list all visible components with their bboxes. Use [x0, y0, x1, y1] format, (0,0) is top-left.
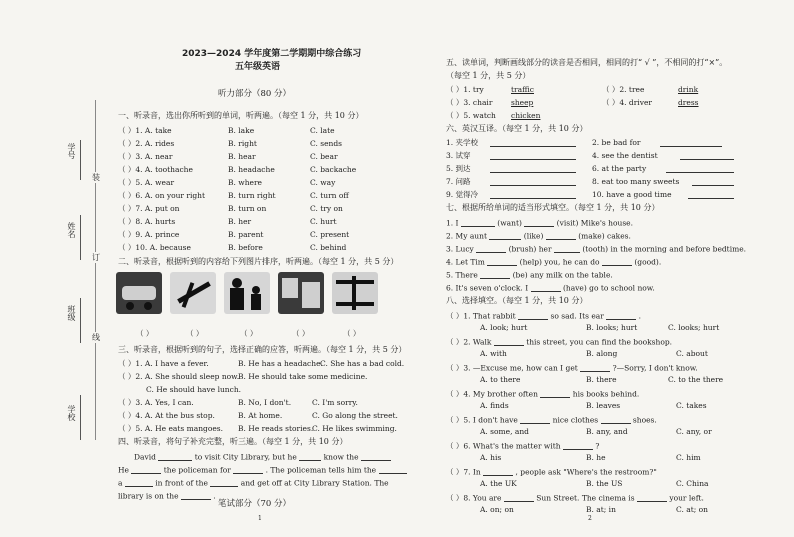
s4-line-1	[134, 452, 391, 461]
s8-text: （ ）5. I don't have	[446, 415, 518, 425]
s7-text: (visit) Mike's house.	[556, 218, 634, 228]
s8-q4-b: B. leaves	[586, 401, 621, 410]
s7-text: 3. Lucy	[446, 244, 474, 254]
s3-q4-a: （ ）4. A. At the bus stop.	[118, 411, 215, 420]
s3-q2-a: （ ）2. A. She should sleep now.	[118, 372, 240, 381]
s1-q1-c: C. late	[310, 126, 335, 135]
listening-title: 听力部分（80 分）	[218, 89, 292, 99]
side-label-banji: 班级	[67, 305, 76, 321]
s3-q2-b: B. He should take some medicine.	[238, 372, 368, 381]
s3-q5-c: C. He likes swimming.	[312, 424, 397, 433]
s4-blank[interactable]	[210, 478, 238, 487]
s8-q7	[446, 467, 657, 476]
s6-blank[interactable]	[680, 151, 734, 160]
section4-title: 四、听录音，将句子补充完整，听三遍。（每空 1 分，共 10 分）	[118, 437, 348, 446]
s4-l4-text: library is on the	[118, 491, 179, 501]
s4-line-2	[118, 465, 407, 474]
s8-q5-a: A. some, and	[480, 427, 529, 436]
s1-q6-b: B. turn right	[228, 191, 276, 200]
s8-blank[interactable]	[520, 415, 550, 424]
s7-text: (want)	[497, 218, 522, 228]
s8-q6-a: A. his	[480, 453, 502, 462]
s5-q4: （ ）4. driver	[602, 98, 652, 107]
section7-title: 七、根据所给单词的适当形式填空。（每空 1 分，共 10 分）	[446, 203, 660, 212]
s4-l4-text: .	[213, 491, 216, 501]
s4-l2-text: the policeman for	[163, 465, 231, 475]
s1-q8-b: B. her	[228, 217, 252, 226]
s8-q3-a: A. to there	[480, 375, 521, 384]
s1-q5-a: （ ）5. A. wear	[118, 178, 175, 187]
s7-text: (help) you, he can do	[519, 257, 600, 267]
s6-left-3: 5. 到达	[446, 164, 471, 173]
picture-5-road-sign	[332, 272, 378, 314]
side-mark-zhuang: 装	[92, 173, 100, 182]
s6-blank[interactable]	[688, 190, 734, 199]
side-underline	[80, 215, 81, 260]
s8-q1-a: A. look; hurt	[480, 323, 528, 332]
s8-q5-c: C. any, or	[676, 427, 712, 436]
s4-blank[interactable]	[158, 452, 192, 461]
s3-q3-c: C. I'm sorry.	[312, 398, 358, 407]
s8-text: （ ）6. What's the matter with	[446, 441, 561, 451]
s6-right-5: 10. have a good time	[592, 190, 672, 199]
s3-q2-c: C. He should have lunch.	[146, 385, 242, 394]
s7-blank[interactable]	[531, 283, 561, 292]
s5-q2: （ ）2. tree	[602, 85, 645, 94]
side-mark-xian: 线	[92, 333, 100, 342]
s1-q3-b: B. hear	[228, 152, 256, 161]
s8-q4-a: A. finds	[480, 401, 509, 410]
s7-line-4	[446, 257, 661, 266]
s8-q3	[446, 363, 698, 372]
binding-line	[95, 100, 96, 440]
exam-title: 2023—2024 学年度第二学期期中综合练习	[182, 49, 362, 59]
s1-q6-a: （ ）6. A. on your right	[118, 191, 206, 200]
s5-q3-word: sheep	[511, 98, 534, 107]
s4-l2-text: He	[118, 465, 129, 475]
s7-text: (tooth) in the morning and before bedtime.	[582, 244, 747, 254]
s7-blank[interactable]	[524, 218, 554, 227]
picture-4-street	[278, 272, 324, 314]
s6-left-5: 9. 觉得冷	[446, 190, 479, 199]
s8-blank[interactable]	[518, 311, 548, 320]
s7-line-6	[446, 283, 655, 292]
s7-line-3	[446, 244, 746, 253]
s7-blank[interactable]	[480, 270, 510, 279]
s7-text: (brush) her	[508, 244, 552, 254]
s8-q1	[446, 311, 641, 320]
s1-q10-c: C. behind	[310, 243, 347, 252]
s1-q7-c: C. try on	[310, 204, 343, 213]
s7-text: (like)	[523, 231, 544, 241]
s1-q7-b: B. turn on	[228, 204, 267, 213]
s7-text: (make) cakes.	[578, 231, 631, 241]
s6-blank[interactable]	[692, 177, 734, 186]
s7-blank[interactable]	[554, 244, 580, 253]
s6-left-4: 7. 问路	[446, 177, 471, 186]
s8-q8-c: C. at; on	[676, 505, 708, 514]
s7-blank[interactable]	[489, 231, 521, 240]
side-underline	[80, 298, 81, 343]
s8-q5-b: B. any, and	[586, 427, 628, 436]
exam-subtitle: 五年级英语	[235, 62, 281, 72]
s5-q4-word: dress	[678, 98, 699, 107]
s5-q5: （ ）5. watch	[446, 111, 496, 120]
s8-text: this street, you can find the bookshop.	[526, 337, 673, 347]
s8-blank[interactable]	[540, 389, 570, 398]
s4-l1-text: know the	[323, 452, 359, 462]
section6-title: 六、英汉互译。（每空 1 分，共 10 分）	[446, 124, 588, 133]
s1-q8-a: （ ）8. A. hurts	[118, 217, 176, 226]
s6-blank[interactable]	[666, 164, 734, 173]
page-number-2: 2	[588, 515, 592, 522]
side-label-xuehao: 学号	[67, 143, 76, 159]
s1-q2-b: B. right	[228, 139, 257, 148]
s1-q8-c: C. hurt	[310, 217, 337, 226]
s4-blank[interactable]	[131, 465, 161, 474]
side-label-xuexiao: 学校	[67, 405, 76, 421]
s5-q1-word: traffic	[511, 85, 534, 94]
s8-q8	[446, 493, 704, 502]
side-underline	[80, 395, 81, 440]
s1-q4-b: B. headache	[228, 165, 275, 174]
s7-blank[interactable]	[476, 244, 506, 253]
side-mark-ding: 订	[92, 253, 100, 262]
s7-line-2	[446, 231, 631, 240]
s7-text: (good).	[634, 257, 662, 267]
s8-q2-c: C. about	[676, 349, 708, 358]
s8-text: （ ）8. You are	[446, 493, 502, 503]
section3-title: 三、听录音，根据听到的句子，选择正确的应答，听两遍。（每空 1 分，共 5 分）	[118, 345, 407, 354]
s8-q6-c: C. him	[676, 453, 701, 462]
s8-q4-c: C. takes	[676, 401, 707, 410]
s7-text: 4. Let Tim	[446, 257, 485, 267]
s8-text: ?—Sorry, I don't know.	[612, 363, 698, 373]
s8-q2-b: B. along	[586, 349, 618, 358]
s3-q4-c: C. Go along the street.	[312, 411, 398, 420]
s6-blank[interactable]	[490, 138, 576, 147]
s6-blank[interactable]	[490, 190, 576, 199]
s6-left-2: 3. 试穿	[446, 151, 471, 160]
s7-line-1	[446, 218, 633, 227]
s1-q5-b: B. where	[228, 178, 262, 187]
s8-blank[interactable]	[606, 311, 636, 320]
s6-blank[interactable]	[490, 151, 576, 160]
s7-blank[interactable]	[602, 257, 632, 266]
s1-q3-c: C. bear	[310, 152, 338, 161]
s3-q1-b: B. He has a headache.	[238, 359, 323, 368]
s1-q9-a: （ ）9. A. prince	[118, 230, 180, 239]
s8-q3-b: B. there	[586, 375, 617, 384]
picture-2-plane	[170, 272, 216, 314]
s2-bracket-5: （ ）	[343, 329, 361, 338]
section5-title: 五、读单词，判断画线部分的读音是否相同，相同的打“ √ ”，不相同的打“×”。	[446, 58, 728, 67]
s1-q2-c: C. sends	[310, 139, 343, 148]
s7-text: 6. It's seven o'clock. I	[446, 283, 529, 293]
s1-q7-a: （ ）7. A. put on	[118, 204, 180, 213]
s8-q6-b: B. he	[586, 453, 606, 462]
s4-l1-text: David	[134, 452, 156, 462]
s8-text: .	[638, 311, 641, 321]
s8-text: （ ）1. That rabbit	[446, 311, 516, 321]
s8-q7-b: B. the US	[586, 479, 623, 488]
s4-l3-text: a	[118, 478, 123, 488]
s8-text: his books behind.	[572, 389, 640, 399]
s1-q9-c: C. present	[310, 230, 350, 239]
s3-q1-a: （ ）1. A. I have a fever.	[118, 359, 209, 368]
s3-q4-b: B. At home.	[238, 411, 283, 420]
s6-blank[interactable]	[490, 177, 576, 186]
s4-blank[interactable]	[361, 452, 391, 461]
page-number-1: 1	[258, 515, 262, 522]
s4-blank[interactable]	[299, 452, 321, 461]
s7-text: 5. There	[446, 270, 478, 280]
s7-blank[interactable]	[546, 231, 576, 240]
s4-l3-text: in front of the	[155, 478, 208, 488]
s8-text: （ ）2. Walk	[446, 337, 492, 347]
side-label-xingming: 姓名	[67, 222, 76, 238]
s1-q9-b: B. parent	[228, 230, 264, 239]
s8-text: , people ask "Where's the restroom?"	[515, 467, 657, 477]
s5-q3: （ ）3. chair	[446, 98, 493, 107]
s4-blank[interactable]	[125, 478, 153, 487]
s4-blank[interactable]	[379, 465, 407, 474]
s8-q5	[446, 415, 657, 424]
section2-title: 二、听录音，根据听到的内容给下列图片排序，听两遍。（每空 1 分，共 5 分）	[118, 257, 399, 266]
s3-q5-a: （ ）5. A. He eats mangoes.	[118, 424, 224, 433]
s2-bracket-3: （ ）	[240, 329, 258, 338]
s6-right-3: 6. at the party	[592, 164, 647, 173]
s3-q3-b: B. No, I don't.	[238, 398, 292, 407]
s3-q5-b: B. He reads stories.	[238, 424, 314, 433]
s8-q7-a: A. the UK	[480, 479, 517, 488]
s8-text: so sad. Its ear	[550, 311, 604, 321]
s8-text: （ ）7. In	[446, 467, 481, 477]
s8-text: （ ）4. My brother often	[446, 389, 538, 399]
s8-blank[interactable]	[504, 493, 534, 502]
picture-1-car	[116, 272, 162, 314]
s8-blank[interactable]	[483, 467, 513, 476]
s3-q3-a: （ ）3. A. Yes, I can.	[118, 398, 194, 407]
s1-q1-b: B. lake	[228, 126, 255, 135]
s8-blank[interactable]	[601, 415, 631, 424]
s4-blank[interactable]	[233, 465, 263, 474]
s3-q1-c: C. She has a bad cold.	[320, 359, 405, 368]
s8-text: nice clothes	[552, 415, 599, 425]
s1-q2-a: （ ）2. A. rides	[118, 139, 175, 148]
s1-q10-b: B. before	[228, 243, 263, 252]
s8-blank[interactable]	[563, 441, 593, 450]
s1-q3-a: （ ）3. A. near	[118, 152, 173, 161]
s4-l2-text: . The policeman tells him the	[265, 465, 377, 475]
s8-text: （ ）3. —Excuse me, how can I get	[446, 363, 578, 373]
s7-blank[interactable]	[487, 257, 517, 266]
s4-line-3	[118, 478, 389, 487]
s8-q8-a: A. on; on	[480, 505, 514, 514]
s8-text: Sun Street. The cinema is	[536, 493, 635, 503]
section1-title: 一、听录音，选出你所听到的单词，听两遍。（每空 1 分，共 10 分）	[118, 111, 364, 120]
s2-bracket-2: （ ）	[186, 329, 204, 338]
s1-q1-a: （ ）1. A. take	[118, 126, 172, 135]
s1-q5-c: C. way	[310, 178, 336, 187]
s4-line-4	[118, 491, 216, 500]
side-underline	[80, 140, 81, 180]
s8-q6	[446, 441, 599, 450]
s8-blank[interactable]	[580, 363, 610, 372]
section8-title: 八、选择填空。（每空 1 分，共 10 分）	[446, 296, 588, 305]
s6-right-1: 2. be bad for	[592, 138, 641, 147]
s8-text: ?	[595, 441, 600, 451]
s2-bracket-4: （ ）	[292, 329, 310, 338]
s7-text: (have) go to school now.	[562, 283, 655, 293]
s8-q4	[446, 389, 639, 398]
s8-q7-c: C. China	[676, 479, 709, 488]
s1-q6-c: C. turn off	[310, 191, 349, 200]
s6-right-4: 8. eat too many sweets	[592, 177, 680, 186]
s6-left-1: 1. 夹学校	[446, 138, 479, 147]
s8-q2	[446, 337, 672, 346]
s5-q5-word: chicken	[511, 111, 541, 120]
s8-text: your left.	[669, 493, 704, 503]
s6-blank[interactable]	[490, 164, 576, 173]
s5-q1: （ ）1. try	[446, 85, 484, 94]
s4-blank[interactable]	[181, 491, 211, 500]
s1-q4-a: （ ）4. A. toothache	[118, 165, 193, 174]
s8-q2-a: A. with	[480, 349, 507, 358]
s2-bracket-1: （ ）	[136, 329, 154, 338]
s6-right-2: 4. see the dentist	[592, 151, 658, 160]
s8-text: shoes.	[632, 415, 657, 425]
s4-l3-text: and get off at City Library Station. The	[240, 478, 389, 488]
s4-l1-text: to visit City Library, but he	[194, 452, 297, 462]
s8-q1-c: C. looks; hurt	[668, 323, 720, 332]
s8-q3-c: C. to the there	[668, 375, 724, 384]
s7-text: 2. My aunt	[446, 231, 487, 241]
s8-q8-b: B. at; in	[586, 505, 616, 514]
s6-blank[interactable]	[660, 138, 722, 147]
written-title: 笔试部分（70 分）	[218, 499, 292, 509]
s8-q1-b: B. looks; hurt	[586, 323, 638, 332]
s8-blank[interactable]	[494, 337, 524, 346]
s7-blank[interactable]	[461, 218, 495, 227]
section5-sub: （每空 1 分，共 5 分）	[446, 71, 531, 80]
s7-text: (be) any milk on the table.	[512, 270, 613, 280]
picture-3-people	[224, 272, 270, 314]
s1-q4-c: C. backache	[310, 165, 357, 174]
s1-q10-a: （ ）10. A. because	[118, 243, 191, 252]
s7-line-5	[446, 270, 613, 279]
s8-blank[interactable]	[637, 493, 667, 502]
s7-text: 1. I	[446, 218, 459, 228]
s5-q2-word: drink	[678, 85, 699, 94]
